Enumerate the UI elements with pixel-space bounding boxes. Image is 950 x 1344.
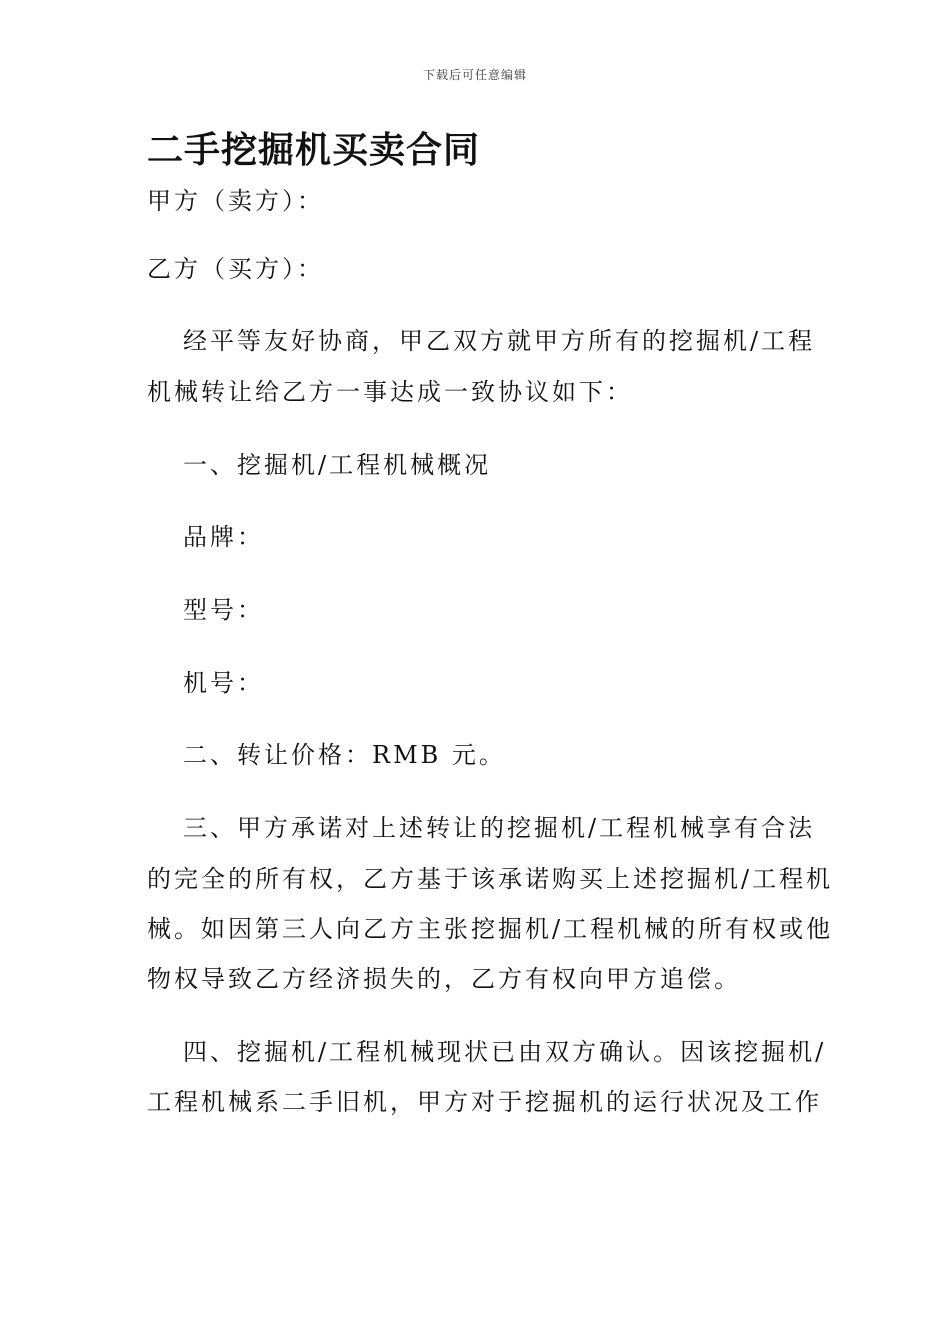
- party-b-line: 乙方（买方）：: [147, 255, 324, 283]
- intro-line-1: 经平等友好协商，甲乙双方就甲方所有的挖掘机/工程: [183, 327, 816, 355]
- section-four-line-1: 四、挖掘机/工程机械现状已由双方确认。因该挖掘机/: [183, 1038, 827, 1066]
- party-a-line: 甲方（卖方）：: [147, 187, 324, 215]
- serial-field: 机号：: [183, 669, 264, 697]
- section-four-line-2: 工程机械系二手旧机，甲方对于挖掘机的运行状况及工作: [147, 1088, 822, 1116]
- model-field: 型号：: [183, 596, 264, 624]
- section-three-line-4: 物权导致乙方经济损失的，乙方有权向甲方追偿。: [147, 965, 741, 993]
- section-one-heading: 一、挖掘机/工程机械概况: [183, 451, 492, 479]
- brand-field: 品牌：: [183, 523, 264, 551]
- header-note: 下载后可任意编辑: [422, 68, 527, 82]
- document-title: 二手挖掘机买卖合同: [147, 129, 481, 171]
- section-three-line-1: 三、甲方承诺对上述转让的挖掘机/工程机械享有合法: [183, 814, 816, 842]
- intro-line-2: 机械转让给乙方一事达成一致协议如下：: [147, 378, 633, 406]
- section-three-line-2: 的完全的所有权，乙方基于该承诺购买上述挖掘机/工程机: [147, 865, 834, 893]
- section-three-line-3: 械。如因第三人向乙方主张挖掘机/工程机械的所有权或他: [147, 915, 834, 943]
- transfer-price-clause: 二、转让价格：RMB 元。: [183, 741, 506, 769]
